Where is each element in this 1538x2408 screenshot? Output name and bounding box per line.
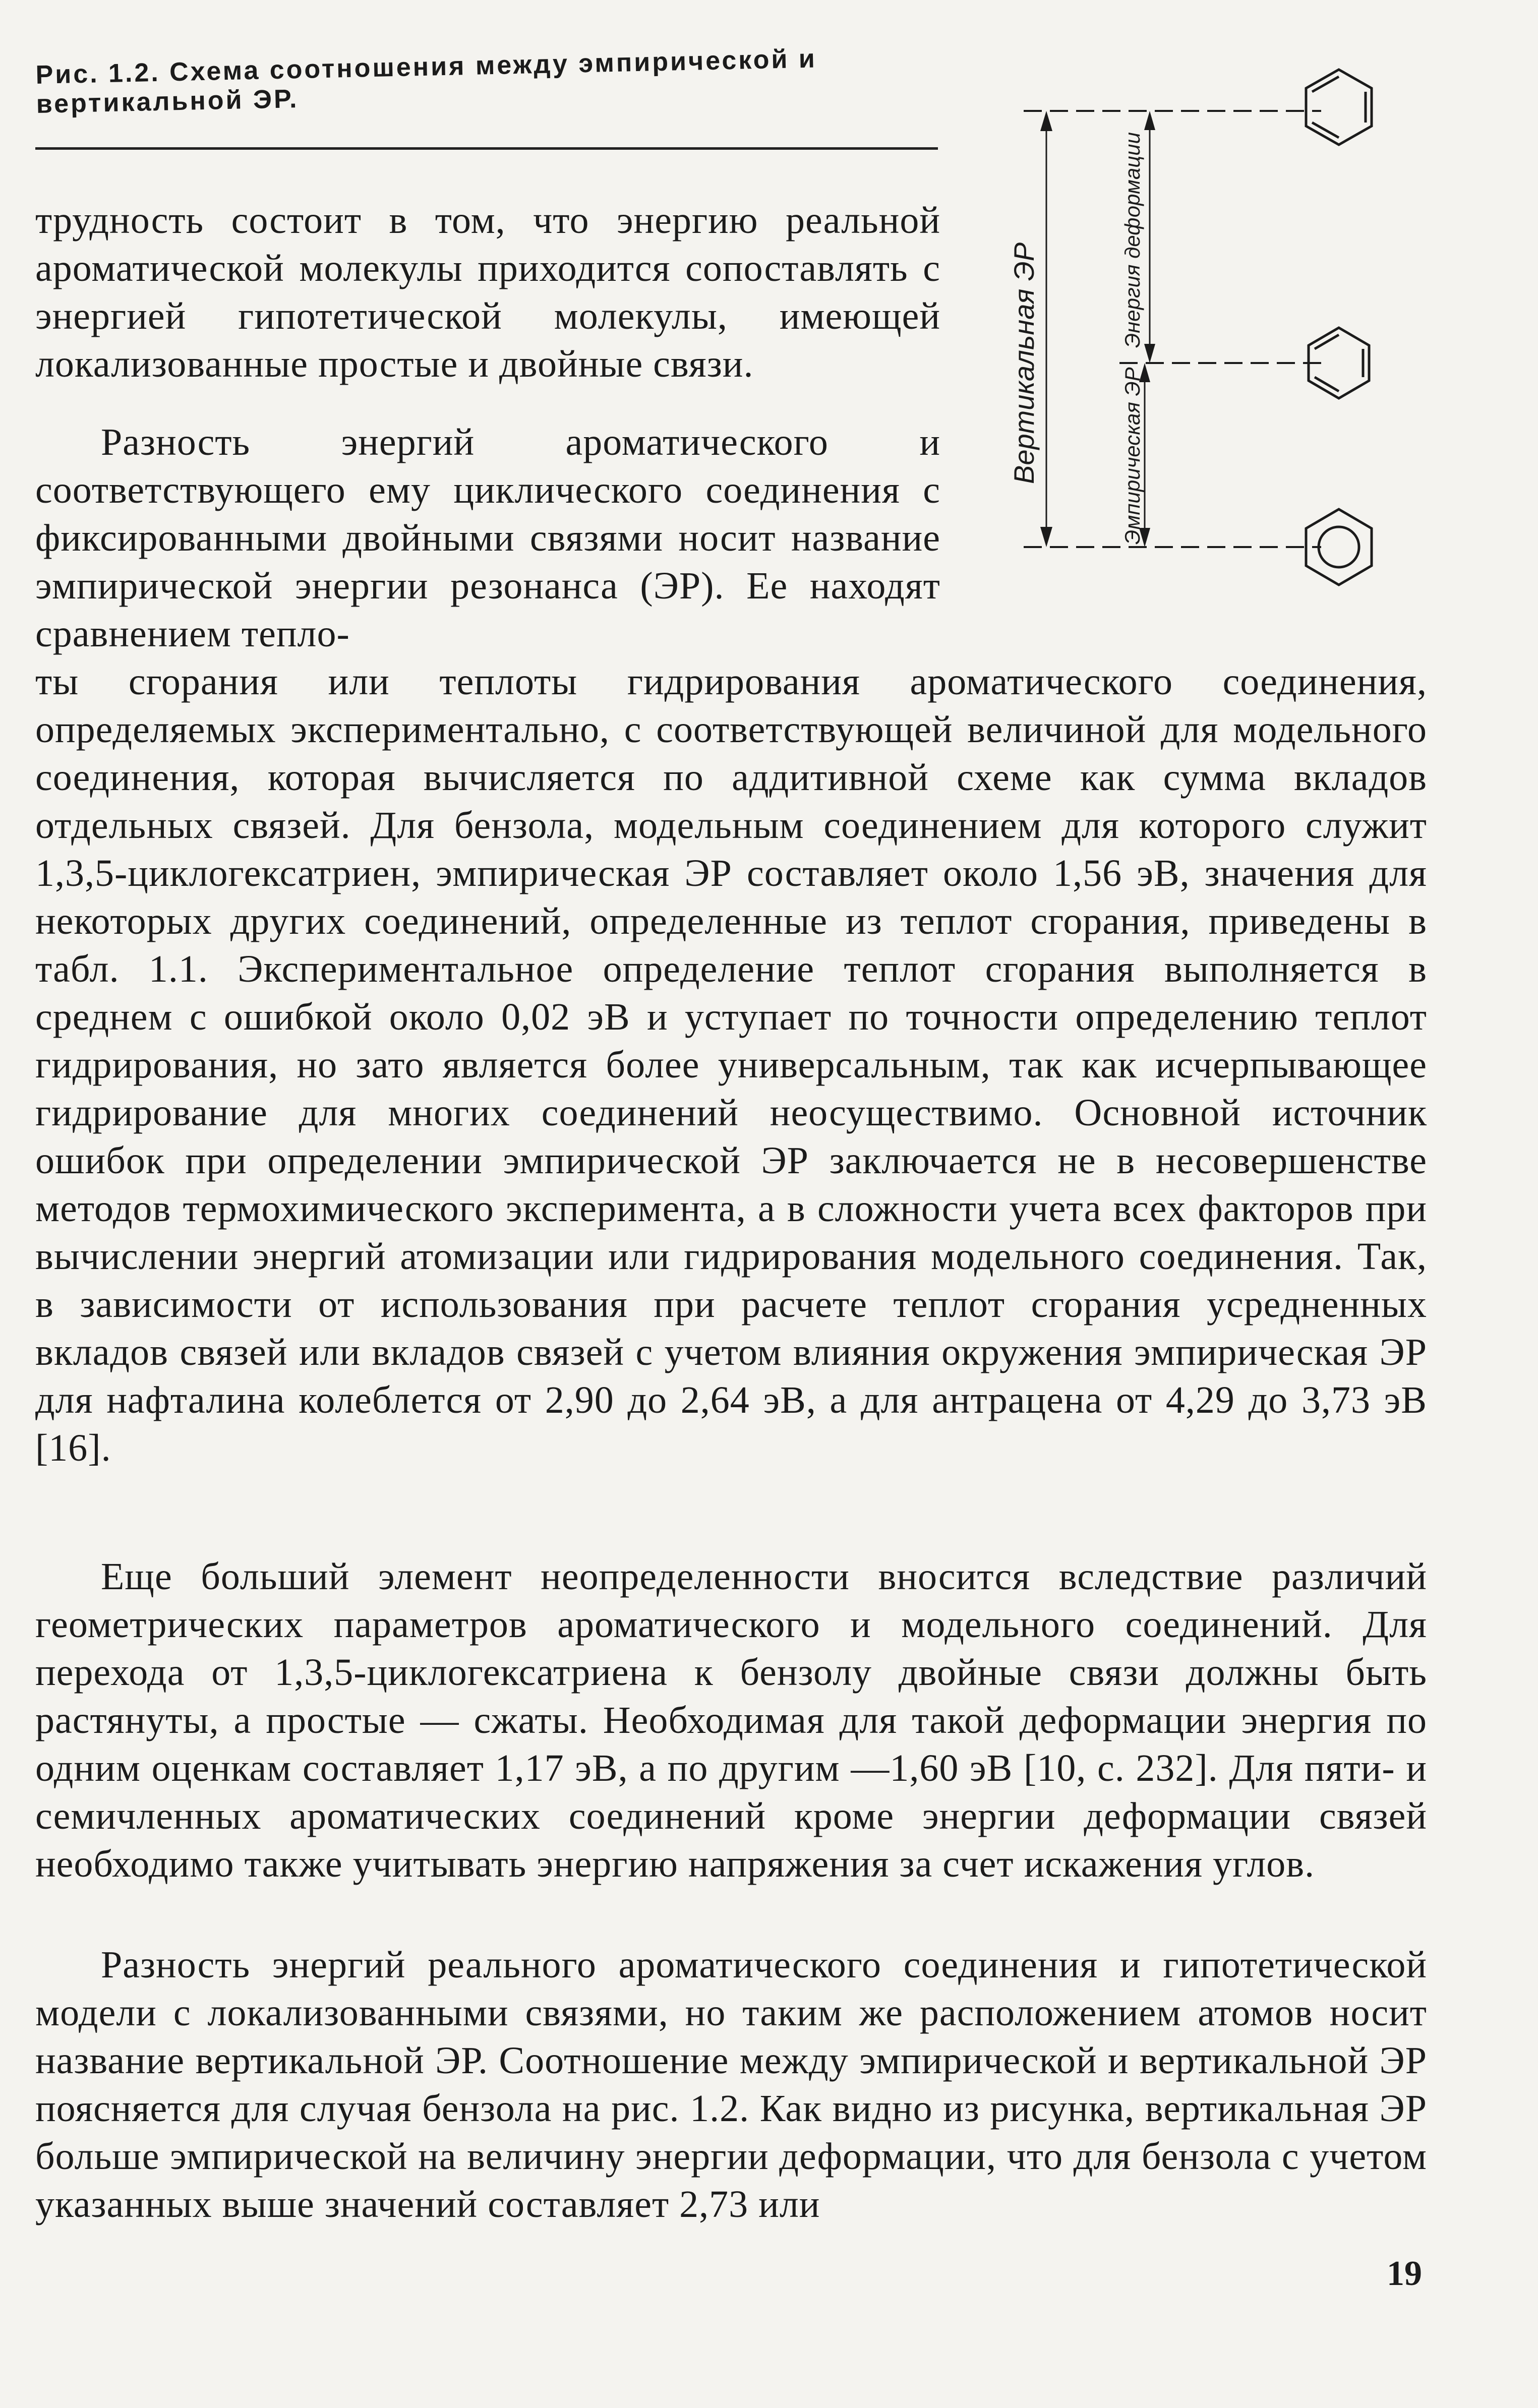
energy-diagram [948,30,1432,590]
caption-rule [35,147,938,150]
label-vertical-er: Вертикальная ЭР [1008,242,1040,484]
label-deformation: Энергия деформации [1120,132,1144,348]
paragraph-5: Разность энергий реального ароматического соединения и гипотетической модели с локализованными связями, но таким же расположением атомов носит название вертикальной ЭР. Соотношение между эмпирической и вертикальной ЭР поясняется для случая бензола на рис. 1.2. Как видно из рисунка, вертикальная ЭР больше эмпирической на величину энергии деформации, что для бензола с учетом указанных выше значений составляет 2,73 или [35,1944,1427,2225]
label-empirical-er: Эмпирическая ЭР [1120,367,1144,545]
paragraph-1: трудность состоит в том, что энергию реальной ароматической молекулы приходится сопоставлять с энергией гипотетической молекулы, имеющей локализованные простые и двойные связи. [35,199,940,385]
paragraph-3: ты сгорания или теплоты гидрирования ароматического соединения, определяемых экспериментально, с соответствующей величиной для модельного соединения, которая вычисляется по аддитивной схеме как сумма вкладов отдельных связей. Для бензола, модельным соединением для которого служит 1,3,5-циклогексатриен, эмпирическая ЭР составляет около 1,56 эВ, значения для некоторых других соединений, определенные из теплот сгорания, приведены в табл. 1.1. Экспериментальное определение теплот сгорания выполняется в среднем с ошибкой около 0,02 эВ и уступает по точности определению теплот гидрирования, но зато является более универсальным, так как исчерпывающее гидрирование для многих соединений неосуществимо. Основной источник ошибок при определении эмпирической ЭР заключается не в несовершенстве методов термохимического эксперимента, а в сложности учета всех факторов при вычислении энергий атомизации или гидрирования модельного соединения. Так, в зависимости от использования при расчете теплот сгорания усредненных вкладов связей или вкладов связей с учетом влияния окружения эмпирическая ЭР для нафталина колеблется от 2,90 до 2,64 эВ, а для антрацена от 4,29 до 3,73 эВ [16]. [35,660,1427,1469]
figure-caption: Рис. 1.2. Схема соотношения между эмпирической и вертикальной ЭР. [35,44,817,119]
benzene-kekule-top-icon [1306,70,1372,145]
paragraph-2: Разность энергий ароматического и соответствующего ему циклического соединения с фиксированными двойными связями носит название эмпирической энергии резонанса (ЭР). Ее находят сравнением тепло- [35,421,940,655]
page-number: 19 [1387,2254,1422,2293]
paragraph-4: Еще больший элемент неопределенности вносится вследствие различий геометрических параметров ароматического и модельного соединений. Для перехода от 1,3,5-циклогексатриена к бензолу двойные связи должны быть растянуты, а простые — сжаты. Необходимая для такой деформации энергия по одним оценкам составляет 1,17 эВ, а по другим —1,60 эВ [10, с. 232]. Для пяти- и семичленных ароматических соединений кроме энергии деформации связей необходимо также учитывать энергию напряжения за счет искажения углов. [35,1555,1427,1885]
